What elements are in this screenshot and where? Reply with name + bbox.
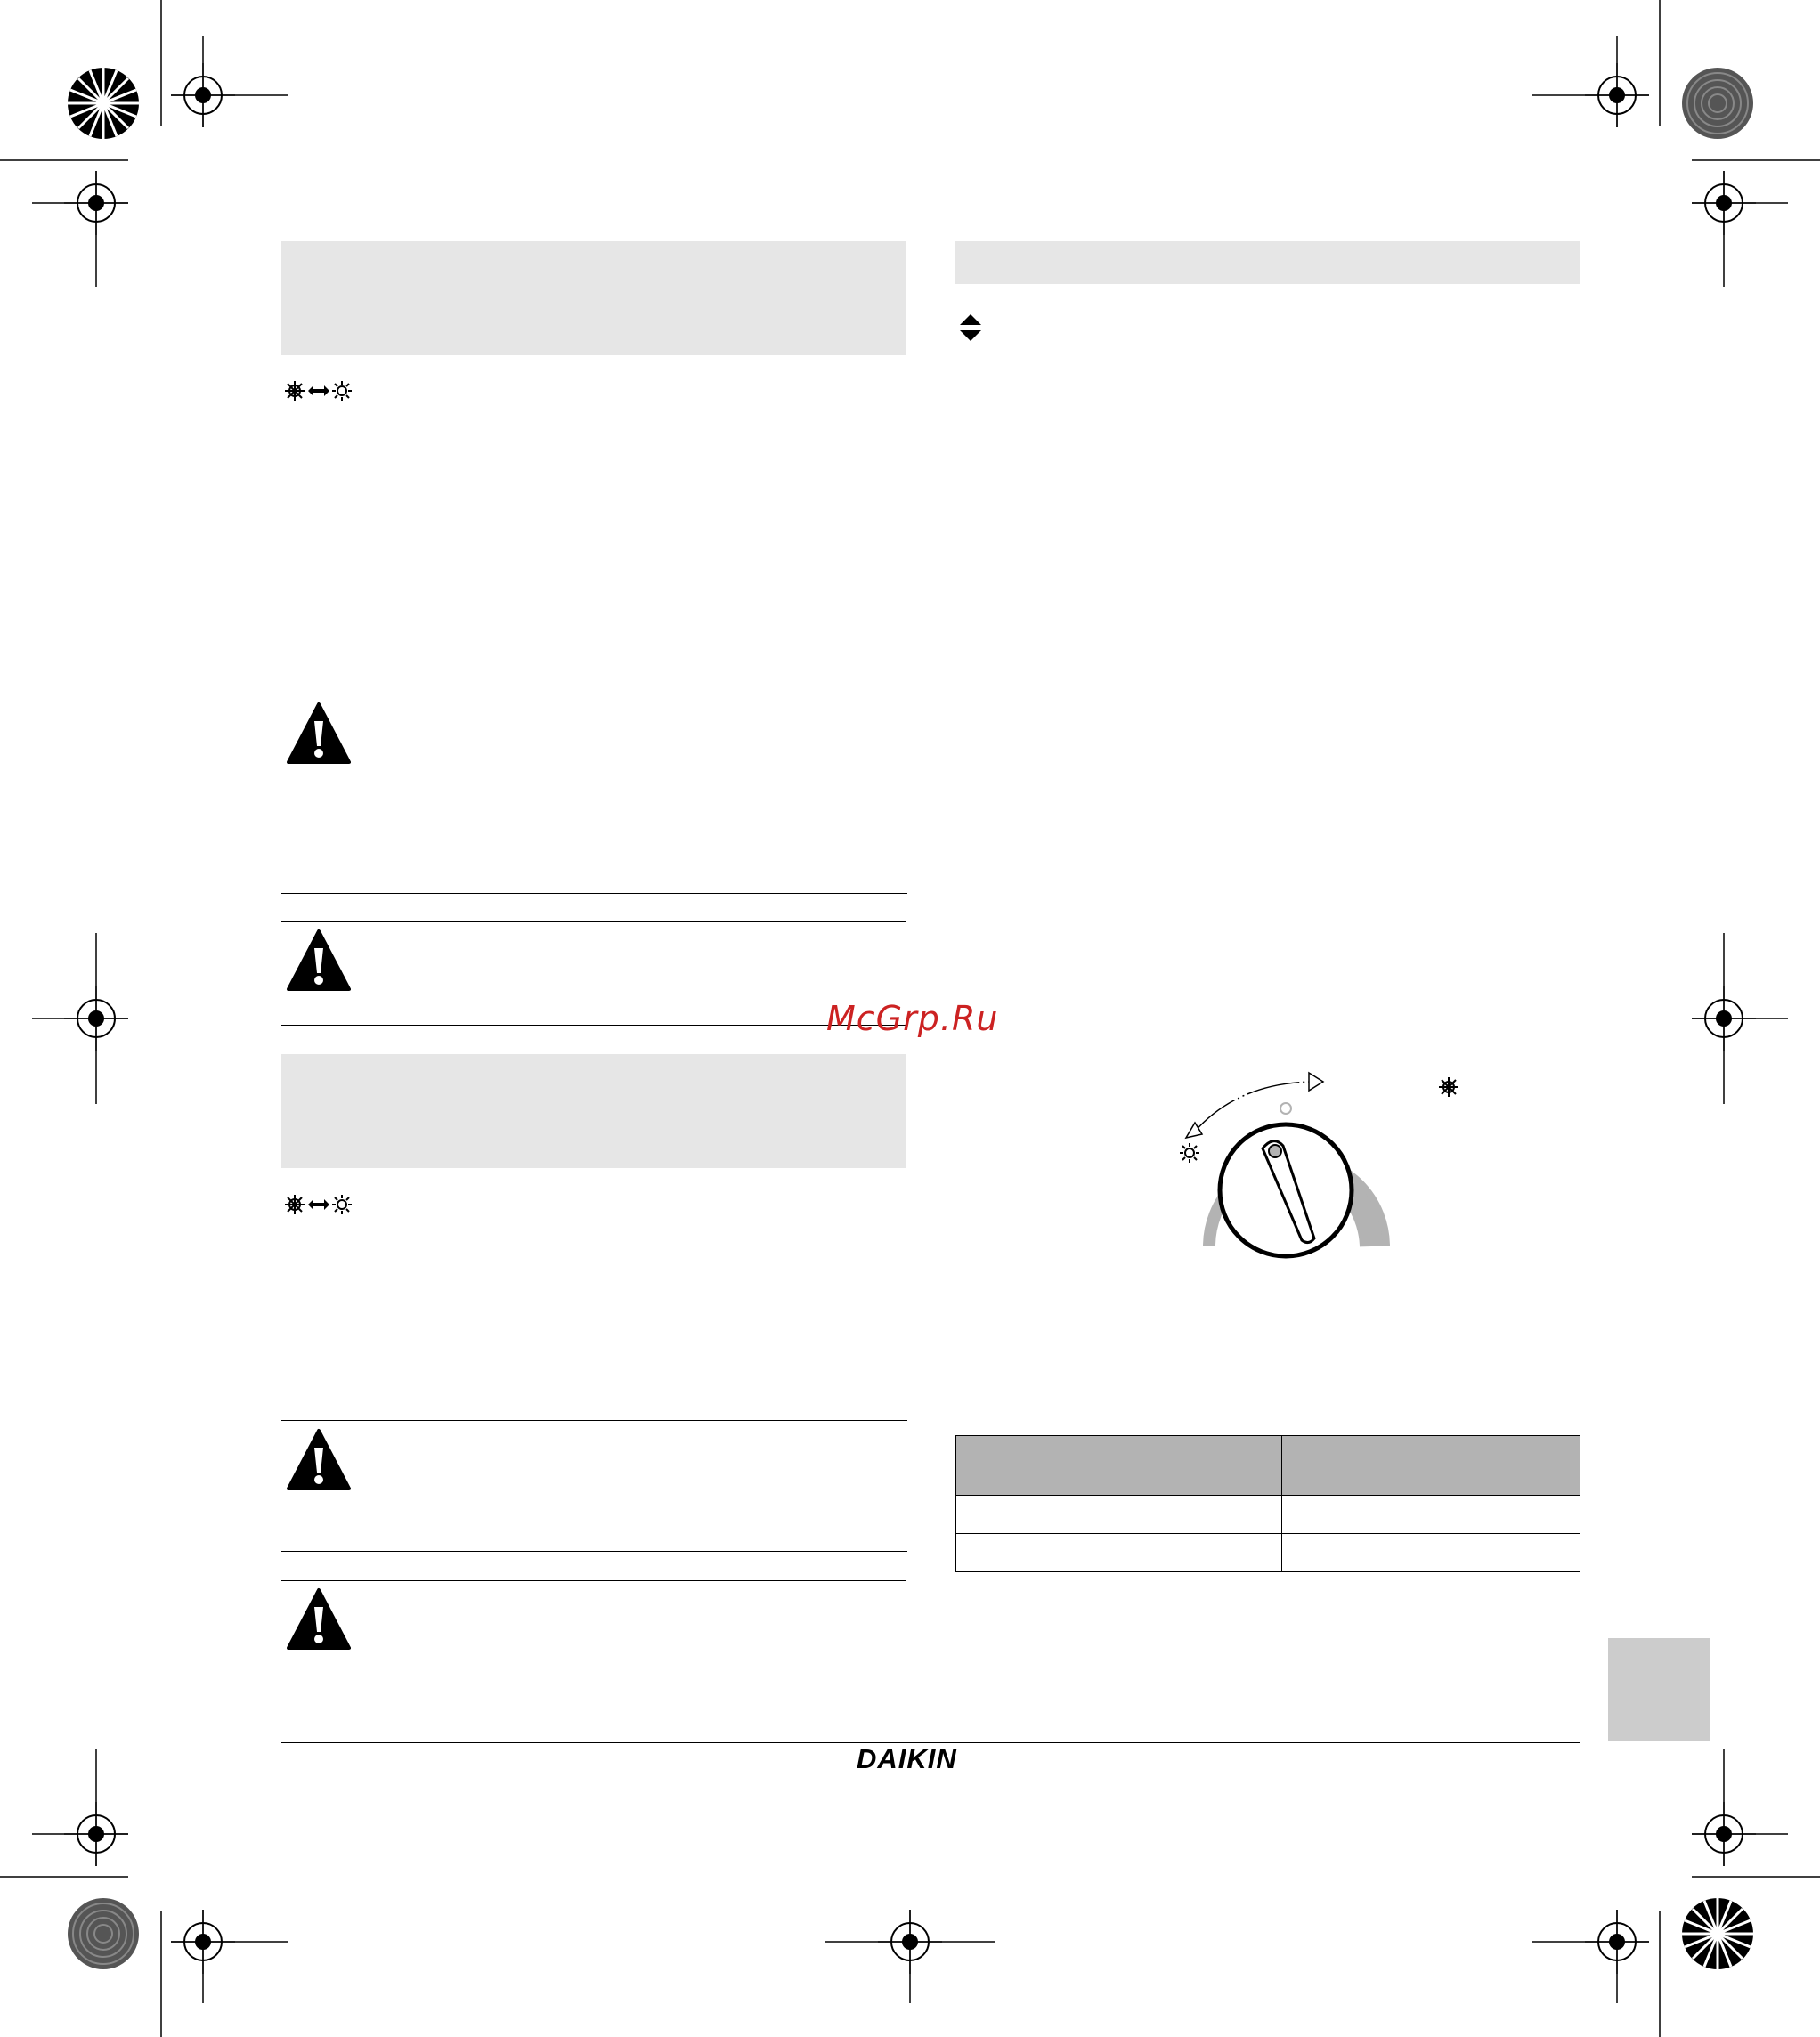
spec-table [955,1435,1580,1572]
cool-heat-changeover-icon [283,1193,354,1216]
watermark: McGrp.Ru [826,999,999,1038]
brand-logo: DAIKIN [857,1743,957,1774]
warning-top-rule [281,1580,906,1581]
warning-top-rule [281,921,906,922]
warning-icon [287,929,351,993]
table-cell [1282,1496,1580,1534]
table-header-row [956,1436,1580,1496]
table-header-cell [956,1436,1282,1496]
page-tab-block [1608,1638,1710,1741]
table-row [956,1496,1580,1534]
table-cell [956,1496,1282,1534]
cool-heat-selector-dial [1158,1064,1496,1269]
table-header-cell [1282,1436,1580,1496]
warning-bottom-rule [281,1551,907,1552]
warning-top-rule [281,1420,907,1421]
section-header-panel-1 [281,241,906,355]
cooling-snowflake-icon [1439,1077,1458,1097]
cool-heat-changeover-icon [283,379,354,402]
section-header-panel-2 [281,1054,906,1168]
up-down-arrows-icon [958,312,983,343]
table-cell [956,1534,1282,1572]
warning-icon [287,1428,351,1492]
warning-icon [287,1587,351,1652]
table-cell [1282,1534,1580,1572]
table-row [956,1534,1580,1572]
heating-sun-icon [1180,1143,1199,1163]
warning-bottom-rule [281,1025,906,1026]
warning-bottom-rule [281,893,907,894]
section-header-panel-3 [955,241,1580,284]
warning-icon [287,702,351,766]
